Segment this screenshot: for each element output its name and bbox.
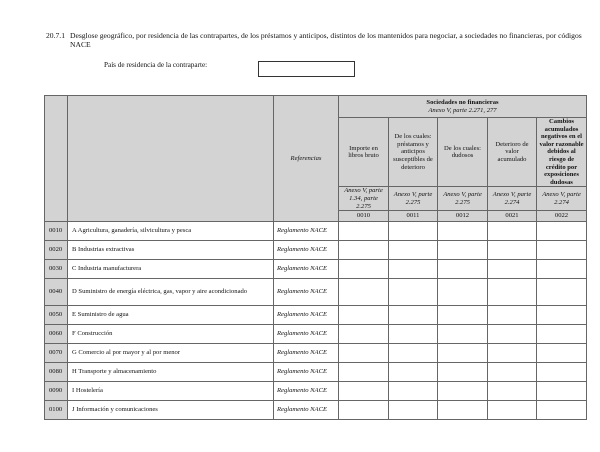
- value-cell-0010[interactable]: [339, 222, 389, 241]
- row-label: B Industrias extractivas: [68, 241, 274, 260]
- group-header: [339, 96, 587, 118]
- value-cell-0021[interactable]: [488, 222, 537, 241]
- value-cell-0011[interactable]: [389, 401, 438, 420]
- value-cell-0021[interactable]: [488, 401, 537, 420]
- value-cell-0011[interactable]: [389, 382, 438, 401]
- corner-cell: [45, 96, 68, 222]
- value-cell-0021[interactable]: [488, 260, 537, 279]
- group-header-annex: Anexo V, parte 2.271, 277: [428, 106, 497, 114]
- value-cell-0012[interactable]: [438, 382, 488, 401]
- row-label: D Suministro de energía eléctrica, gas, vapor y aire acondicionado: [68, 279, 274, 306]
- row-reference: Reglamento NACE: [274, 401, 339, 420]
- row-label: E Suministro de agua: [68, 306, 274, 325]
- row-reference: Reglamento NACE: [274, 260, 339, 279]
- row-label: I Hostelería: [68, 382, 274, 401]
- value-cell-0022[interactable]: [537, 241, 587, 260]
- column-code-0011: 0011: [389, 211, 438, 222]
- table-row: [45, 363, 587, 382]
- value-cell-0010[interactable]: [339, 306, 389, 325]
- value-cell-0011[interactable]: [389, 260, 438, 279]
- value-cell-0021[interactable]: [488, 344, 537, 363]
- row-code: 0040: [45, 279, 68, 306]
- row-reference: Reglamento NACE: [274, 241, 339, 260]
- row-label: G Comercio al por mayor y al por menor: [68, 344, 274, 363]
- row-reference: Reglamento NACE: [274, 306, 339, 325]
- value-cell-0011[interactable]: [389, 279, 438, 306]
- report-table: [44, 95, 587, 420]
- row-reference: Reglamento NACE: [274, 363, 339, 382]
- value-cell-0011[interactable]: [389, 306, 438, 325]
- row-code: 0030: [45, 260, 68, 279]
- table-row: [45, 222, 587, 241]
- value-cell-0011[interactable]: [389, 241, 438, 260]
- section-heading: [46, 31, 586, 49]
- column-code-0022: 0022: [537, 211, 587, 222]
- value-cell-0011[interactable]: [389, 344, 438, 363]
- row-label: H Transporte y almacenamiento: [68, 363, 274, 382]
- row-code: 0090: [45, 382, 68, 401]
- section-number: 20.7.1: [46, 31, 65, 40]
- value-cell-0012[interactable]: [438, 260, 488, 279]
- value-cell-0022[interactable]: [537, 325, 587, 344]
- value-cell-0011[interactable]: [389, 325, 438, 344]
- column-code-0021: 0021: [488, 211, 537, 222]
- table-row: [45, 241, 587, 260]
- row-reference: Reglamento NACE: [274, 382, 339, 401]
- row-reference: Reglamento NACE: [274, 279, 339, 306]
- column-title-0021: Deterioro de valor acumulado: [488, 118, 537, 187]
- value-cell-0021[interactable]: [488, 382, 537, 401]
- value-cell-0022[interactable]: [537, 306, 587, 325]
- row-code: 0060: [45, 325, 68, 344]
- value-cell-0010[interactable]: [339, 279, 389, 306]
- value-cell-0021[interactable]: [488, 279, 537, 306]
- value-cell-0012[interactable]: [438, 344, 488, 363]
- value-cell-0021[interactable]: [488, 325, 537, 344]
- value-cell-0022[interactable]: [537, 344, 587, 363]
- value-cell-0010[interactable]: [339, 382, 389, 401]
- value-cell-0010[interactable]: [339, 401, 389, 420]
- value-cell-0022[interactable]: [537, 279, 587, 306]
- row-code: 0100: [45, 401, 68, 420]
- column-title-0011: De los cuales: préstamos y anticipos susceptibles de deterioro: [389, 118, 438, 187]
- row-code: 0010: [45, 222, 68, 241]
- column-annex-0022: Anexo V, parte 2.274: [537, 187, 587, 211]
- column-title-0012: De los cuales: dudosos: [438, 118, 488, 187]
- row-code: 0070: [45, 344, 68, 363]
- column-code-0010: 0010: [339, 211, 389, 222]
- value-cell-0022[interactable]: [537, 401, 587, 420]
- value-cell-0022[interactable]: [537, 260, 587, 279]
- value-cell-0012[interactable]: [438, 401, 488, 420]
- column-annex-0012: Anexo V, parte 2.275: [438, 187, 488, 211]
- table-row: [45, 344, 587, 363]
- row-label: F Construcción: [68, 325, 274, 344]
- value-cell-0012[interactable]: [438, 241, 488, 260]
- row-label: A Agricultura, ganadería, silvicultura y pesca: [68, 222, 274, 241]
- row-reference: Reglamento NACE: [274, 222, 339, 241]
- country-label: País de residencia de la contraparte:: [104, 61, 208, 69]
- value-cell-0011[interactable]: [389, 222, 438, 241]
- row-code: 0020: [45, 241, 68, 260]
- column-code-0012: 0012: [438, 211, 488, 222]
- row-code: 0050: [45, 306, 68, 325]
- value-cell-0012[interactable]: [438, 306, 488, 325]
- country-input[interactable]: [258, 61, 355, 77]
- table-row: [45, 306, 587, 325]
- table-row: [45, 260, 587, 279]
- table-row: [45, 325, 587, 344]
- value-cell-0022[interactable]: [537, 363, 587, 382]
- column-annex-0021: Anexo V, parte 2.274: [488, 187, 537, 211]
- value-cell-0021[interactable]: [488, 363, 537, 382]
- value-cell-0012[interactable]: [438, 279, 488, 306]
- value-cell-0010[interactable]: [339, 260, 389, 279]
- value-cell-0012[interactable]: [438, 325, 488, 344]
- column-annex-0010: Anexo V, parte 1.34, parte 2.275: [339, 187, 389, 211]
- value-cell-0010[interactable]: [339, 325, 389, 344]
- column-title-0010: Importe en libros bruto: [339, 118, 389, 187]
- table-row: [45, 279, 587, 306]
- row-code: 0080: [45, 363, 68, 382]
- column-annex-0011: Anexo V, parte 2.275: [389, 187, 438, 211]
- group-header-title: Sociedades no financieras: [426, 98, 499, 106]
- table-row: [45, 401, 587, 420]
- label-header-cell: [68, 96, 274, 222]
- value-cell-0011[interactable]: [389, 363, 438, 382]
- row-reference: Reglamento NACE: [274, 344, 339, 363]
- value-cell-0022[interactable]: [537, 222, 587, 241]
- table-row: [45, 382, 587, 401]
- value-cell-0021[interactable]: [488, 306, 537, 325]
- row-reference: Reglamento NACE: [274, 325, 339, 344]
- value-cell-0012[interactable]: [438, 363, 488, 382]
- value-cell-0010[interactable]: [339, 241, 389, 260]
- row-label: J Información y comunicaciones: [68, 401, 274, 420]
- references-header: Referencias: [274, 96, 339, 222]
- value-cell-0010[interactable]: [339, 344, 389, 363]
- section-title: Desglose geográfico, por residencia de las contrapartes, de los préstamos y anticipos, distintos de los mantenidos para negociar, a sociedades no financieras, por códigos NACE: [70, 31, 582, 49]
- column-title-0022: Cambios acumulados negativos en el valor razonable debidos al riesgo de crédito por exposiciones dudosas: [537, 118, 587, 187]
- row-label: C Industria manufacturera: [68, 260, 274, 279]
- value-cell-0012[interactable]: [438, 222, 488, 241]
- value-cell-0022[interactable]: [537, 382, 587, 401]
- value-cell-0021[interactable]: [488, 241, 537, 260]
- value-cell-0010[interactable]: [339, 363, 389, 382]
